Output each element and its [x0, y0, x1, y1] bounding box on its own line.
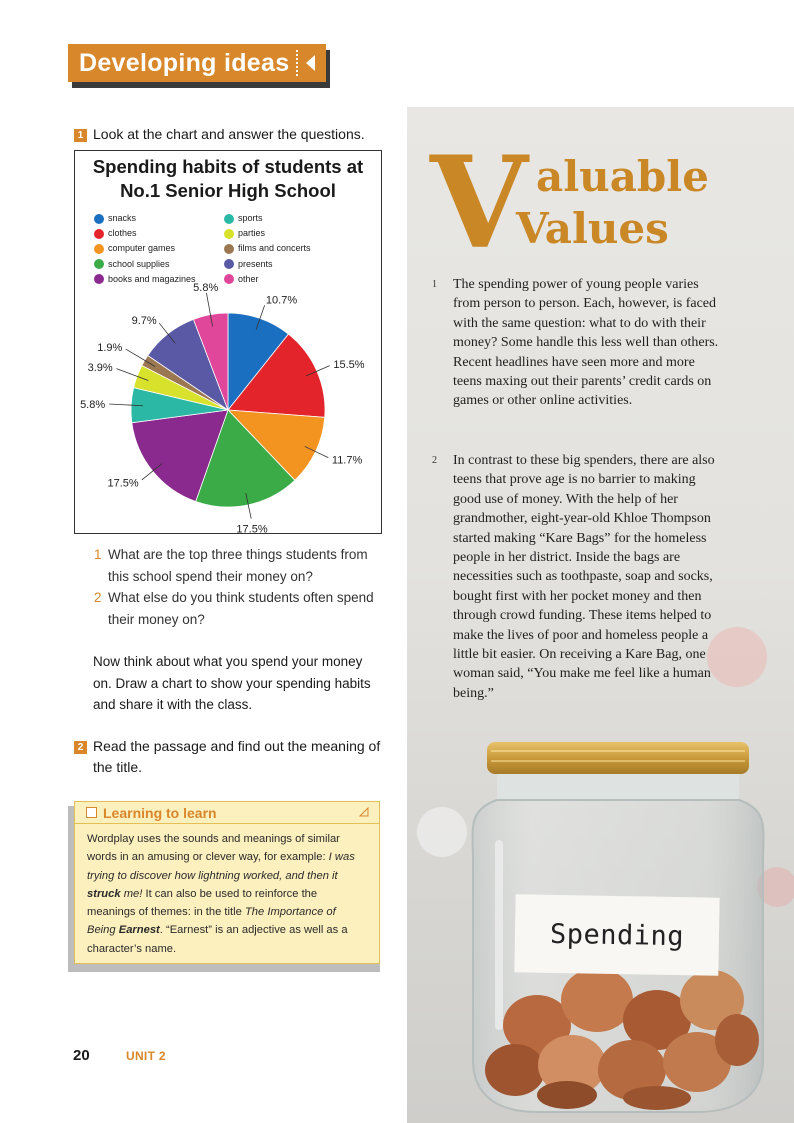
learning-text-b: It can also be used to reinforce the meanings of themes: in the title [87, 887, 318, 919]
paragraph-number: 1 [432, 279, 437, 290]
legend-label: films and concerts [238, 243, 311, 254]
learning-example-a: I was trying to discover how lightning worked, and then it [87, 851, 355, 882]
activity-1-number: 1 [74, 129, 87, 142]
learning-title-b: Earnest [118, 924, 160, 937]
question-text: What else do you think students often spend their money on? [108, 590, 374, 627]
pie-data-label: 5.8% [193, 282, 219, 295]
corner-triangle-icon [359, 807, 369, 817]
chart-title-line-2: No.1 Senior High School [120, 180, 336, 201]
legend-label: snacks [108, 213, 137, 224]
unit-label: UNIT 2 [126, 1049, 166, 1063]
legend-label: sports [238, 213, 263, 224]
activity-2-instruction: Read the passage and find out the meaning of the title. [93, 738, 381, 775]
paragraph-2: In contrast to these big spenders, there are also teens that prove age is no barrier to making good use of money. With the help of her grandmother, eight-year-old Khloe Thompson started making “Kare Bags” for the homeless people in her district. Inside the bags are necessities such as toothpaste, soap and socks, bought first with her pocket money and then through crowd funding. These items helped to make the lives of poor and homeless people a little bit easier. On receiving a Kare Bag, one woman said, “You make me feel like a human being.” [453, 453, 715, 701]
question-number: 2 [94, 590, 102, 605]
pie-data-label: 5.8% [80, 398, 106, 411]
pie-chart [74, 150, 382, 534]
learning-example-c: me! [120, 887, 143, 900]
learning-text-c: . “Earnest” is an adjective as well as a character’s name. [87, 924, 348, 955]
learning-box-text [75, 824, 379, 958]
question-list [94, 544, 384, 630]
legend-label: clothes [108, 228, 137, 239]
question-item [94, 544, 384, 587]
legend-label: parties [238, 228, 266, 239]
pie-data-label: 3.9% [87, 362, 113, 375]
title-line-2: Values [516, 204, 669, 253]
pie-data-label: 9.7% [131, 314, 157, 327]
section-title: Developing ideas [79, 48, 290, 77]
jar-lid [487, 742, 749, 774]
pie-svg [75, 151, 381, 533]
learning-box [74, 801, 380, 964]
pie-data-label: 17.5% [236, 523, 268, 533]
legend-label: other [238, 273, 259, 284]
legend-label: presents [238, 258, 273, 269]
jar-neck [497, 774, 739, 800]
paragraph-number: 2 [432, 455, 437, 466]
activity-2-number: 2 [74, 741, 87, 754]
think-prompt: Now think about what you spend your money on. Draw a chart to show your spending habits and share it with the class. [93, 654, 371, 712]
page-number: 20 [73, 1047, 90, 1064]
chart-title-line-1: Spending habits of students at [92, 156, 364, 177]
jar-label-text: Spending [549, 918, 685, 952]
pie-data-label: 11.7% [331, 454, 363, 467]
section-header [68, 44, 330, 86]
learning-example-b: struck [87, 887, 121, 900]
header-face [68, 44, 326, 82]
question-text: What are the top three things students from this school spend their money on? [108, 547, 368, 584]
pie-data-label: 10.7% [265, 294, 298, 307]
learning-title-a: The Importance of Being [87, 906, 336, 937]
header-divider [296, 50, 298, 76]
learning-box-title: Learning to learn [103, 804, 217, 821]
pie-data-label: 17.5% [107, 477, 139, 490]
checkbox-icon [86, 807, 97, 818]
activity-1-instruction: Look at the chart and answer the questions. [93, 126, 365, 142]
question-item [94, 587, 384, 630]
pie-data-label: 15.5% [333, 358, 365, 371]
legend-label: computer games [108, 243, 176, 254]
legend-label: books and magazines [108, 273, 196, 284]
back-arrow-icon[interactable] [306, 55, 315, 71]
title-line-1: aluable [536, 152, 709, 201]
learning-box-header [75, 802, 379, 824]
question-number: 1 [94, 547, 102, 562]
title-big-letter: V [430, 129, 528, 277]
paragraph-1: The spending power of young people varies from person to person. Each, however, is faced with the same question: what to do with their money? Some handle this less well than others. Recent headlines have seen more and more teens maxing out their parents’ credit cards on games or other online activities. [453, 277, 719, 409]
legend-label: school supplies [108, 258, 170, 269]
pie-data-label: 1.9% [97, 342, 123, 355]
learning-text-a: Wordplay uses the sounds and meanings of similar words in an amusing or clever way, for example: [87, 833, 340, 864]
